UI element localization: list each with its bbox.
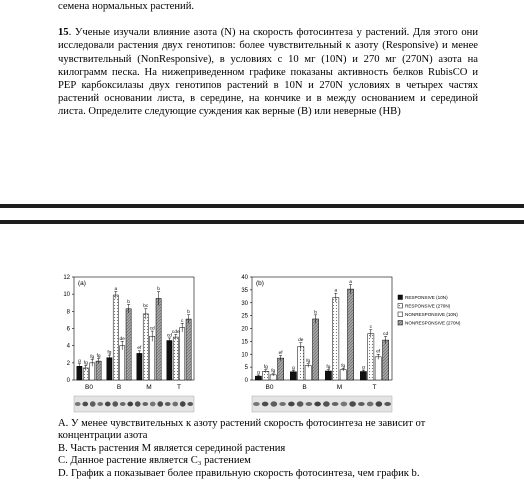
bar bbox=[348, 289, 354, 380]
page-separator-top bbox=[0, 204, 524, 208]
y-tick-label: 5 bbox=[244, 365, 248, 372]
y-tick-label: 35 bbox=[241, 287, 248, 294]
category-label: M bbox=[146, 384, 152, 391]
gel-band bbox=[180, 401, 186, 406]
gel-band bbox=[332, 402, 339, 406]
bar bbox=[186, 319, 191, 380]
figure-svg bbox=[62, 268, 482, 418]
y-tick-label: 20 bbox=[241, 326, 248, 333]
category-label: B bbox=[116, 384, 122, 391]
bar bbox=[383, 340, 389, 380]
gel-band bbox=[82, 402, 88, 407]
gel-band bbox=[150, 402, 156, 407]
significance-letter: bc bbox=[143, 304, 149, 310]
significance-letter: b bbox=[314, 310, 317, 316]
panel-label: (b) bbox=[256, 280, 264, 287]
bar bbox=[167, 341, 172, 380]
answer-c: C. Данное растение является C₃ растением bbox=[58, 455, 251, 467]
question-number: 15 bbox=[58, 27, 69, 39]
significance-letter: a bbox=[334, 288, 338, 294]
y-tick-label: 8 bbox=[66, 309, 70, 316]
gel-band bbox=[367, 402, 374, 407]
significance-letter: fg bbox=[306, 359, 311, 365]
gel-band bbox=[358, 402, 365, 406]
category-label: B0 bbox=[85, 384, 93, 391]
legend-swatch bbox=[398, 295, 403, 300]
significance-letter: b bbox=[187, 310, 190, 316]
legend-swatch bbox=[398, 321, 403, 326]
legend-label: NONRESPONSIVE (270N) bbox=[405, 320, 461, 326]
gel-band bbox=[297, 401, 304, 406]
gel-band bbox=[142, 402, 148, 406]
gel-band bbox=[288, 402, 295, 407]
gel-band bbox=[165, 402, 171, 406]
significance-letter: cde bbox=[171, 329, 180, 335]
y-tick-label: 6 bbox=[66, 326, 70, 333]
page-separator-bottom bbox=[0, 220, 524, 224]
significance-letter: g bbox=[362, 365, 365, 371]
bar bbox=[375, 357, 381, 380]
gel-band bbox=[341, 402, 348, 407]
bar bbox=[107, 358, 112, 380]
significance-letter: fg bbox=[341, 363, 346, 369]
gel-band bbox=[112, 401, 118, 406]
question-block bbox=[58, 0, 478, 119]
gel-band bbox=[127, 402, 133, 407]
gel-band bbox=[323, 401, 330, 406]
significance-letter: fg bbox=[326, 365, 331, 371]
bar bbox=[305, 366, 311, 380]
gel-band bbox=[157, 401, 163, 406]
legend-label: RESPONSIVE (270N) bbox=[405, 303, 451, 309]
significance-letter: fg bbox=[96, 353, 101, 359]
significance-letter: c bbox=[369, 325, 373, 331]
answer-b: B. Часть растения M является серединой растения bbox=[58, 442, 286, 454]
significance-letter: a bbox=[349, 279, 352, 285]
legend-label: NONRESPONSIVE (10N) bbox=[405, 312, 458, 317]
significance-letter: ef bbox=[137, 346, 142, 352]
significance-letter: b bbox=[157, 286, 160, 292]
y-tick-label: 15 bbox=[241, 339, 248, 346]
panel-label: (a) bbox=[78, 280, 86, 287]
bar bbox=[325, 371, 331, 380]
significance-letter: fg bbox=[263, 365, 268, 371]
gel-band bbox=[384, 402, 391, 406]
gel-band bbox=[135, 401, 141, 406]
legend-swatch bbox=[398, 312, 403, 317]
gel-band bbox=[349, 401, 356, 406]
significance-letter: cd bbox=[383, 331, 389, 337]
significance-letter: de bbox=[298, 338, 304, 344]
y-tick-label: 30 bbox=[241, 300, 248, 307]
answer-options bbox=[58, 418, 478, 480]
y-tick-label: 4 bbox=[66, 343, 70, 350]
category-label: M bbox=[336, 384, 343, 391]
y-tick-label: 0 bbox=[66, 378, 70, 384]
gel-band bbox=[75, 402, 81, 406]
bar bbox=[113, 295, 118, 380]
significance-letter: c bbox=[180, 318, 184, 324]
bar bbox=[150, 336, 155, 380]
y-tick-label: 10 bbox=[63, 292, 70, 299]
gel-band bbox=[253, 402, 260, 406]
legend-label: RESPONSIVE (10N) bbox=[405, 295, 448, 300]
bar bbox=[126, 309, 131, 380]
significance-letter: g bbox=[78, 359, 81, 365]
gel-band bbox=[376, 401, 383, 406]
bar bbox=[298, 347, 304, 380]
bar bbox=[96, 361, 101, 380]
question-text bbox=[58, 26, 478, 118]
significance-letter: fg bbox=[90, 354, 95, 360]
bar bbox=[340, 370, 346, 380]
bar bbox=[278, 358, 284, 380]
panel-b bbox=[241, 275, 392, 391]
gel-band bbox=[306, 402, 313, 406]
gel-band bbox=[271, 401, 278, 406]
significance-letter: ef bbox=[278, 350, 283, 356]
significance-letter: de bbox=[119, 336, 125, 342]
answer-d: D. График a показывает более правильную скорость фотосинтеза, чем график b. bbox=[58, 467, 420, 479]
category-label: T bbox=[177, 384, 181, 391]
significance-letter: b bbox=[127, 299, 130, 305]
significance-letter: fg bbox=[83, 360, 88, 366]
bar bbox=[137, 353, 142, 380]
significance-letter: ef bbox=[376, 349, 381, 355]
significance-letter: g bbox=[257, 370, 260, 376]
y-tick-label: 10 bbox=[241, 352, 248, 359]
question-body: . Ученые изучали влияние азота (N) на скорость фотосинтеза у растений. Для этого они исследовали растения двух генотипов: более чувствительный к азоту (Responsive) и менее чувствительный (NonResponsive), в условиях с 10 мг (10N) и 270 мг (270N) азота на килограмм песка. На нижеприведенном графике показаны активность белков RubisCO и PEP карбоксилазы двух генотипов растений в 10N и 270N условиях в четырех частях растений основании листа, в середине, на кончике и в между основанием и серединой листа. Определите следующие суждения как верные (В) или неверные (НВ) bbox=[58, 27, 478, 118]
bar bbox=[156, 298, 161, 380]
significance-letter: fg bbox=[271, 369, 276, 375]
gel-band bbox=[90, 401, 96, 406]
gel-band bbox=[172, 402, 178, 407]
panel-a bbox=[63, 275, 194, 391]
answer-a: A. У менее чувствительных к азоту растений скорость фотосинтеза не зависит от концентрации азота bbox=[58, 418, 426, 442]
bar bbox=[180, 328, 185, 380]
bar bbox=[333, 298, 339, 380]
bar bbox=[173, 337, 178, 380]
gel-band bbox=[97, 402, 103, 406]
gel-band bbox=[314, 402, 321, 407]
gel-band bbox=[262, 402, 269, 407]
category-label: T bbox=[372, 384, 377, 391]
bar bbox=[368, 334, 374, 380]
y-tick-label: 12 bbox=[63, 275, 70, 281]
bar bbox=[143, 314, 148, 380]
category-label: B0 bbox=[265, 384, 274, 391]
gel-band bbox=[279, 402, 286, 406]
significance-letter: cd bbox=[166, 333, 172, 339]
gel-band bbox=[187, 402, 193, 406]
y-tick-label: 2 bbox=[66, 360, 70, 367]
y-tick-label: 0 bbox=[244, 378, 248, 384]
figure bbox=[62, 268, 482, 418]
category-label: B bbox=[302, 384, 307, 391]
significance-letter: g bbox=[292, 365, 295, 371]
bar bbox=[120, 346, 125, 380]
significance-letter: a bbox=[114, 286, 118, 292]
significance-letter: fg bbox=[107, 350, 112, 356]
gel-band bbox=[120, 402, 126, 406]
y-tick-label: 25 bbox=[241, 313, 248, 320]
significance-letter: cd bbox=[149, 326, 155, 332]
gel-band bbox=[105, 402, 111, 407]
intro-line: семена нормальных растений. bbox=[58, 1, 195, 12]
legend-swatch bbox=[398, 304, 403, 309]
y-tick-label: 40 bbox=[241, 275, 248, 281]
bar bbox=[313, 319, 319, 380]
